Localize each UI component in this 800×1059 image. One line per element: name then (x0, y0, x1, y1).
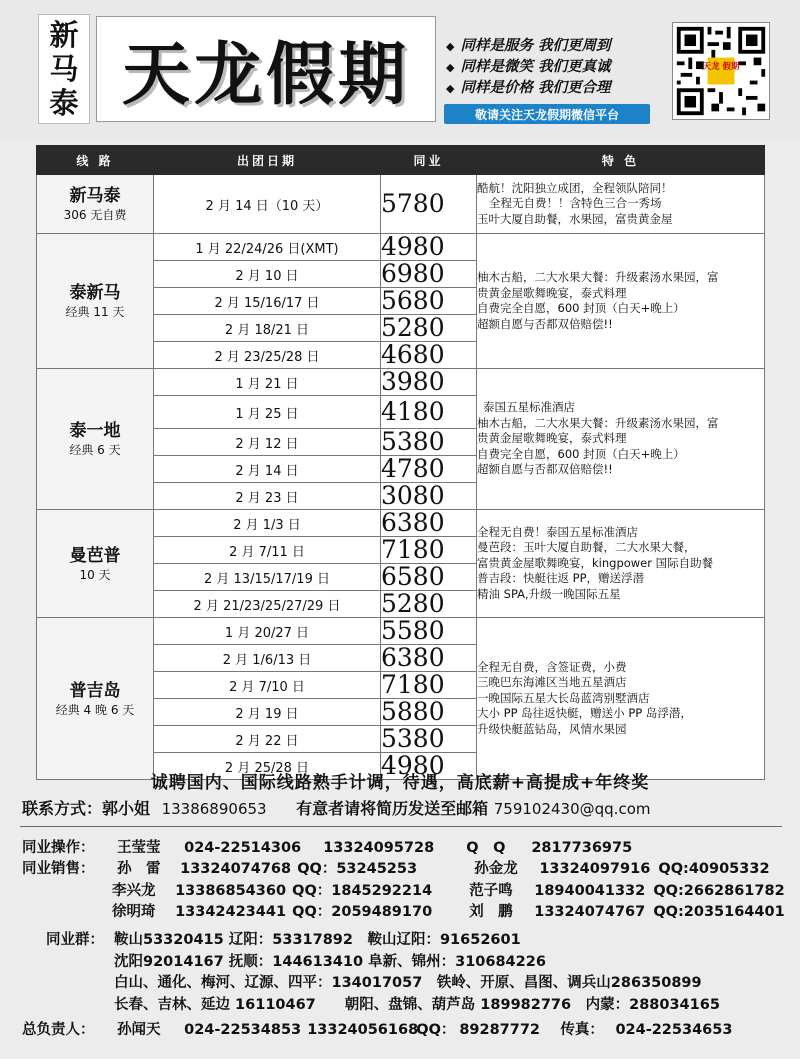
price-cell: 5380 (381, 726, 477, 753)
date-cell: 1 月 25 日 (154, 396, 381, 429)
brand-main-title: 天龙假期 (96, 16, 436, 122)
price-cell: 4780 (381, 456, 477, 483)
qr-code-icon[interactable] (672, 22, 770, 120)
diamond-icon: ◆ (446, 61, 455, 74)
side-char: 泰 (49, 86, 79, 120)
recruit-banner: 诚聘国内、国际线路熟手计调，待遇，高底薪+高提成+年终奖 (150, 773, 650, 793)
sales-row: 李兴龙 13386854360 QQ：1845292214 范子鸣 18940041332 QQ:2662861782 (112, 883, 785, 899)
date-cell: 2 月 25/28 日 (154, 753, 381, 780)
price-cell: 5380 (381, 429, 477, 456)
price-cell: 5280 (381, 315, 477, 342)
price-cell: 5880 (381, 699, 477, 726)
date-cell: 2 月 23/25/28 日 (154, 342, 381, 369)
groups-label: 同业群： (46, 932, 104, 948)
date-cell: 2 月 12 日 (154, 429, 381, 456)
contact-label: 联系方式：郭小姐 (22, 799, 151, 818)
table-row[interactable] (37, 618, 765, 645)
slogan: ◆ 同样是微笑 我们更真诚 (446, 57, 656, 78)
features-cell: 全程无自费，含签证费，小费 三晚巴东海滩区当地五星酒店 一晚国际五星大长岛蓝湾别墅酒店 大小 PP 岛往返快艇，赠送小 PP 岛浮潜， 升级快艇蓝钻岛，风情水果园 (477, 618, 765, 780)
features-cell: 柚木古船，二大水果大餐：升级素汤水果园，富 贵黄金屋歌舞晚宴，泰式料理 自费完全自愿，600 封顶（白天+晚上） 超额自愿与否都双倍赔偿!! (477, 234, 765, 369)
email-prompt: 有意者请将简历发送至邮箱 (296, 799, 489, 818)
features-cell: 酷航！沈阳独立成团，全程领队陪同！ 全程无自费！！含特色三合一秀场 玉叶大厦自助餐，水果园，富贵黄金屋 (477, 175, 765, 234)
header (0, 0, 800, 140)
divider (20, 826, 782, 827)
table-row[interactable] (37, 510, 765, 537)
price-cell: 3980 (381, 369, 477, 396)
header-route: 线 路 (37, 146, 154, 175)
group-line: 沈阳92014167 抚顺：144613410 阜新、锦州：310684226 (114, 954, 546, 970)
price-cell: 6980 (381, 261, 477, 288)
header-date: 出团日期 (154, 146, 381, 175)
date-cell: 2 月 7/10 日 (154, 672, 381, 699)
header-price: 同业 (381, 146, 477, 175)
price-cell: 6380 (381, 645, 477, 672)
date-cell: 1 月 21 日 (154, 369, 381, 396)
side-char: 新 (49, 18, 79, 52)
price-cell: 5680 (381, 288, 477, 315)
date-cell: 2 月 1/3 日 (154, 510, 381, 537)
date-cell: 2 月 19 日 (154, 699, 381, 726)
date-cell: 2 月 18/21 日 (154, 315, 381, 342)
price-cell: 4180 (381, 396, 477, 429)
sales-row: 徐明琦 13342423441 QQ：2059489170 刘 鹏 13324074767 QQ:2035164401 (112, 904, 785, 920)
slogan: ◆ 同样是价格 我们更合理 (446, 78, 656, 99)
price-cell: 6580 (381, 564, 477, 591)
table-row[interactable] (37, 369, 765, 396)
price-cell: 7180 (381, 537, 477, 564)
qr-logo-text: 天龙 假期 (702, 61, 740, 72)
route-cell: 新马泰 306 无自费 (37, 175, 154, 234)
route-cell: 泰新马 经典 11 天 (37, 234, 154, 369)
date-cell: 1 月 20/27 日 (154, 618, 381, 645)
route-cell: 曼芭普 10 天 (37, 510, 154, 618)
date-cell: 1 月 22/24/26 日(XMT) (154, 234, 381, 261)
price-cell: 5580 (381, 618, 477, 645)
group-line: 白山、通化、梅河、辽源、四平：134017057 铁岭、开原、昌图、调兵山286350899 (114, 975, 702, 991)
price-cell: 7180 (381, 672, 477, 699)
price-cell: 5280 (381, 591, 477, 618)
features-cell: 全程无自费！泰国五星标准酒店 曼芭段：玉叶大厦自助餐，二大水果大餐， 富贵黄金屋歌舞晚宴，kingpower 国际自助餐 普吉段：快艇往返 PP，赠送浮潜 精油 SPA,升级一晚国际五星 (477, 510, 765, 618)
route-cell: 泰一地 经典 6 天 (37, 369, 154, 510)
group-line: 长春、吉林、延边 16110467 朝阳、盘锦、葫芦岛 189982776 内蒙：288034165 (114, 997, 720, 1013)
diamond-icon: ◆ (446, 82, 455, 95)
features-cell: 泰国五星标准酒店 柚木古船，二大水果大餐：升级素汤水果园，富 贵黄金屋歌舞晚宴，泰式料理 自费完全自愿，600 封顶（白天+晚上） 超额自愿与否都双倍赔偿!! (477, 369, 765, 510)
price-cell: 3080 (381, 483, 477, 510)
date-cell: 2 月 14 日（10 天） (154, 175, 381, 234)
price-cell: 4980 (381, 753, 477, 780)
table-header-row (37, 146, 765, 175)
date-cell: 2 月 23 日 (154, 483, 381, 510)
ops-row: 同业操作： 王莹莹 024-22514306 13324095728 Q Q 2817736975 (22, 840, 633, 856)
contact-email-link[interactable]: 759102430@qq.com (493, 800, 651, 818)
table-row[interactable] (37, 234, 765, 261)
date-cell: 2 月 1/6/13 日 (154, 645, 381, 672)
table-row[interactable] (37, 175, 765, 234)
header-features: 特 色 (477, 146, 765, 175)
price-cell: 4980 (381, 234, 477, 261)
contact-line (22, 796, 651, 819)
group-line: 鞍山53320415 辽阳：53317892 鞍山辽阳：91652601 (114, 932, 521, 948)
date-cell: 2 月 7/11 日 (154, 537, 381, 564)
tour-price-table (36, 145, 765, 780)
sales-row: 同业销售： 孙 雷 13324074768 QQ：53245253 孙金龙 13324097916 QQ:40905332 (22, 861, 770, 877)
date-cell: 2 月 22 日 (154, 726, 381, 753)
date-cell: 2 月 14 日 (154, 456, 381, 483)
price-cell: 4680 (381, 342, 477, 369)
boss-row: 总负责人： 孙闻天 024-22534853 13324056168 QQ： 89287772 传真： 024-22534653 (22, 1022, 733, 1038)
price-cell: 6380 (381, 510, 477, 537)
date-cell: 2 月 10 日 (154, 261, 381, 288)
diamond-icon: ◆ (446, 40, 455, 53)
route-cell: 普吉岛 经典 4 晚 6 天 (37, 618, 154, 780)
price-cell: 5780 (381, 175, 477, 234)
date-cell: 2 月 13/15/17/19 日 (154, 564, 381, 591)
contact-phone[interactable]: 13386890653 (161, 800, 267, 818)
slogan: ◆ 同样是服务 我们更周到 (446, 36, 656, 57)
wechat-banner: 敬请关注天龙假期微信平台 (444, 104, 650, 124)
slogan-list (446, 36, 656, 99)
date-cell: 2 月 21/23/25/27/29 日 (154, 591, 381, 618)
date-cell: 2 月 15/16/17 日 (154, 288, 381, 315)
brand-side-title (38, 14, 90, 124)
side-char: 马 (49, 52, 79, 86)
